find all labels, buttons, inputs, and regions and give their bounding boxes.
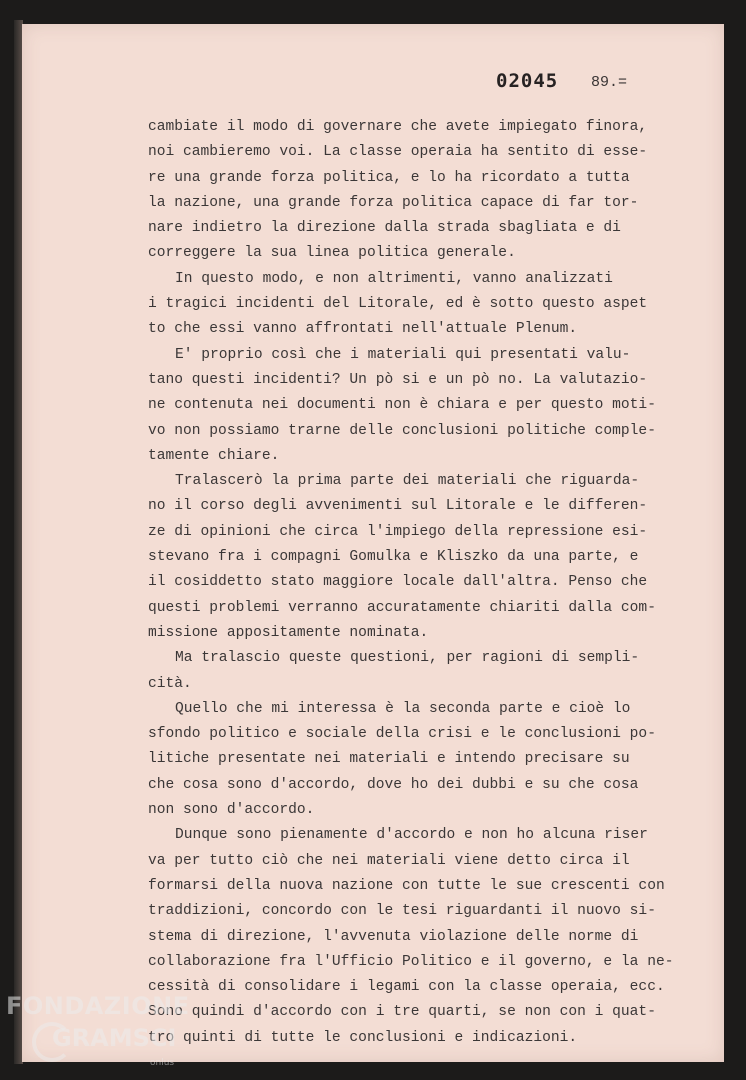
text-line: traddizioni, concordo con le tesi riguardanti il nuovo si- <box>148 903 656 920</box>
text-line: Dunque sono pienamente d'accordo e non ho alcuna riser <box>175 827 648 844</box>
text-line: correggere la sua linea politica generale. <box>148 245 516 262</box>
watermark-onlus: onlus <box>150 1058 175 1068</box>
text-line: formarsi della nuova nazione con tutte le sue crescenti con <box>148 877 665 894</box>
text-line: questi problemi verranno accuratamente chiariti dalla com- <box>148 599 656 616</box>
watermark-line2-text: GRAMSCI <box>52 1024 177 1052</box>
text-line: cessità di consolidare i legami con la classe operaia, ecc. <box>148 979 665 996</box>
text-line: sfondo politico e sociale della crisi e le conclusioni po- <box>148 726 656 743</box>
text-line: vo non possiamo trarne delle conclusioni politiche comple- <box>148 422 656 439</box>
text-line: no il corso degli avvenimenti sul Litorale e le differen- <box>148 498 648 515</box>
text-line: ne contenuta nei documenti non è chiara e per questo moti- <box>148 397 656 414</box>
watermark-g-icon <box>32 1022 72 1062</box>
text-line: noi cambieremo voi. La classe operaia ha sentito di esse- <box>148 144 648 161</box>
text-line: i tragici incidenti del Litorale, ed è sotto questo aspet <box>148 296 648 313</box>
text-line: E' proprio così che i materiali qui presentati valu- <box>175 346 631 363</box>
watermark-line1: FONDAZIONE <box>6 992 190 1020</box>
text-line: litiche presentate nei materiali e intendo precisare su <box>148 751 630 768</box>
text-line: cità. <box>148 675 192 692</box>
text-line: che cosa sono d'accordo, dove ho dei dubbi e su che cosa <box>148 776 639 793</box>
text-line: non sono d'accordo. <box>148 802 315 819</box>
text-line: nare indietro la direzione dalla strada sbagliata e di <box>148 220 621 237</box>
document-number: 02045 <box>496 70 559 92</box>
text-line: Tralascerò la prima parte dei materiali che riguarda- <box>175 473 640 490</box>
text-line: to che essi vanno affrontati nell'attuale Plenum. <box>148 321 578 338</box>
watermark-line2 <box>6 1026 190 1050</box>
page-number: 89.= <box>591 74 628 91</box>
text-line: va per tutto ciò che nei materiali viene detto circa il <box>148 852 630 869</box>
text-line: tano questi incidenti? Un pò si e un pò no. La valutazio- <box>148 371 648 388</box>
text-line: cambiate il modo di governare che avete impiegato finora, <box>148 119 648 135</box>
text-line: il cosiddetto stato maggiore locale dall'altra. Penso che <box>148 574 648 591</box>
text-line: tamente chiare. <box>148 447 280 464</box>
text-line: stevano fra i compagni Gomulka e Kliszko da una parte, e <box>148 549 639 566</box>
watermark-logo <box>6 994 190 1050</box>
body-text <box>148 115 674 1051</box>
text-line: stema di direzione, l'avvenuta violazione delle norme di <box>148 928 639 945</box>
text-line: ze di opinioni che circa l'impiego della repressione esi- <box>148 523 648 540</box>
text-line: Ma tralascio queste questioni, per ragioni di sempli- <box>175 650 640 667</box>
text-line: tro quinti di tutte le conclusioni e indicazioni. <box>148 1029 578 1046</box>
text-line: Sono quindi d'accordo con i tre quarti, se non con i quat- <box>148 1004 656 1021</box>
text-line: missione appositamente nominata. <box>148 624 429 641</box>
text-line: Quello che mi interessa è la seconda parte e cioè lo <box>175 700 631 717</box>
text-line: re una grande forza politica, e lo ha ricordato a tutta <box>148 169 630 186</box>
text-line: In questo modo, e non altrimenti, vanno analizzati <box>175 270 613 287</box>
text-line: collaborazione fra l'Ufficio Politico e il governo, e la ne- <box>148 953 674 970</box>
text-line: la nazione, una grande forza politica capace di far tor- <box>148 194 639 211</box>
